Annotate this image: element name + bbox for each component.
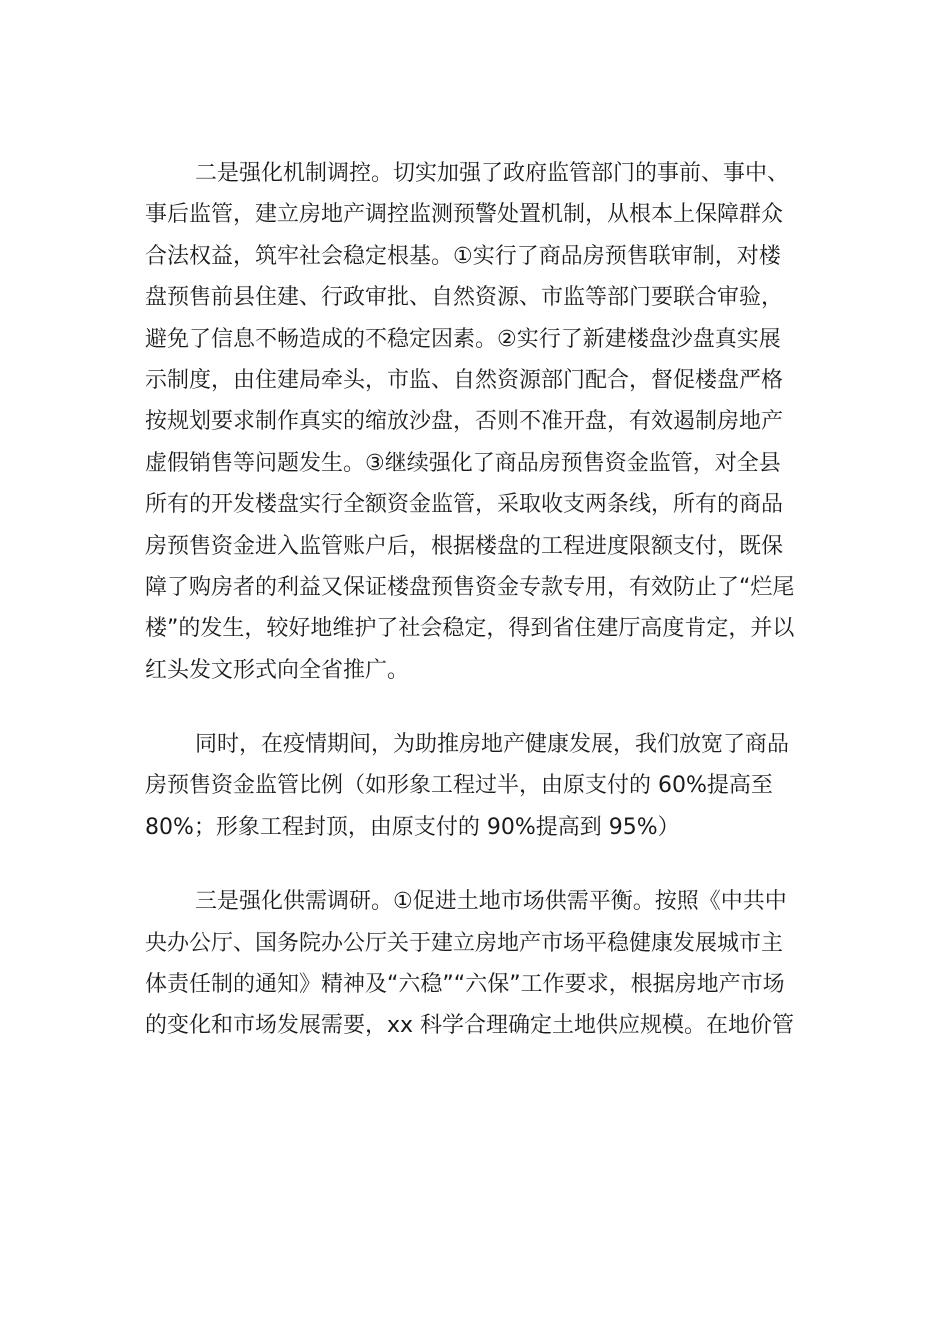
text-line: 同时，在疫情期间，为助推房地产健康发展，我们放宽了商品 (195, 732, 790, 758)
text-line: 示制度，由住建局牵头，市监、自然资源部门配合，督促楼盘严格 (145, 367, 784, 393)
text-line: 央办公厅、国务院办公厅关于建立房地产市场平稳健康发展城市主 (145, 930, 784, 956)
text-line: 房预售资金监管比例（如形象工程过半，由原支付的 60%提高至 (145, 773, 773, 799)
document-body (145, 153, 807, 1047)
paragraph-epidemic-policy (145, 724, 807, 848)
text-line: 避免了信息不畅造成的不稳定因素。②实行了新建楼盘沙盘真实展 (145, 326, 781, 352)
text-line: 事后监管，建立房地产调控监测预警处置机制，从根本上保障群众 (145, 202, 784, 228)
text-line: 红头发文形式向全省推广。 (145, 657, 410, 683)
text-line: 楼”的发生，较好地维护了社会稳定，得到省住建厅高度肯定，并以 (145, 616, 795, 642)
text-line: 80%；形象工程封顶，由原支付的 90%提高到 95%） (145, 814, 680, 840)
text-line: 房预售资金进入监管账户后，根据楼盘的工程进度限额支付，既保 (145, 533, 784, 559)
paragraph-gap (145, 848, 807, 881)
text-line: 所有的开发楼盘实行全额资金监管，采取收支两条线，所有的商品 (145, 492, 784, 518)
text-line: 按规划要求制作真实的缩放沙盘，否则不准开盘，有效遏制房地产 (145, 409, 784, 435)
text-line: 合法权益，筑牢社会稳定根基。①实行了商品房预售联审制，对楼 (145, 243, 781, 269)
text-line: 虚假销售等问题发生。③继续强化了商品房预售资金监管，对全县 (145, 450, 781, 476)
text-line: 障了购房者的利益又保证楼盘预售资金专款专用，有效防止了“烂尾 (145, 574, 795, 600)
paragraph-mechanism-control (145, 153, 807, 691)
text-line: 的变化和市场发展需要，xx 科学合理确定土地供应规模。在地价管 (145, 1013, 795, 1039)
paragraph-supply-demand-research (145, 881, 807, 1047)
text-line: 二是强化机制调控。切实加强了政府监管部门的事前、事中、 (195, 161, 790, 186)
text-line: 体责任制的通知》精神及“六稳”“六保”工作要求，根据房地产市场 (145, 972, 785, 998)
paragraph-gap (145, 691, 807, 724)
text-line: 盘预售前县住建、行政审批、自然资源、市监等部门要联合审验， (145, 285, 784, 311)
text-line: 三是强化供需调研。①促进土地市场供需平衡。按照《中共中 (195, 889, 787, 915)
